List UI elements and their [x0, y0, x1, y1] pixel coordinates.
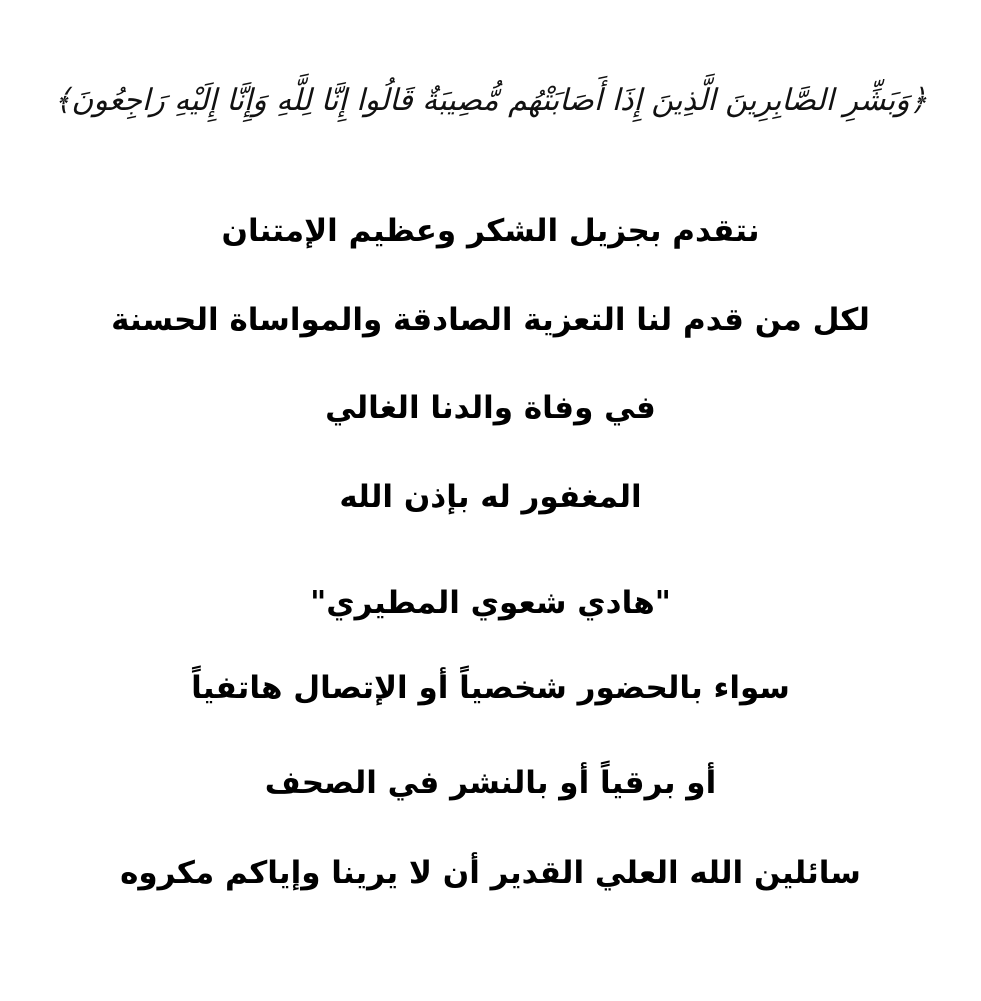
- closing-prayer-line: سائلين الله العلي القدير أن لا يرينا وإياكم مكروه: [120, 855, 861, 891]
- attendance-line: سواء بالحضور شخصياً أو الإتصال هاتفياً: [191, 670, 790, 706]
- messages-line: أو برقياً أو بالنشر في الصحف: [264, 765, 717, 801]
- deceased-name: "هادي شعوي المطيري": [310, 585, 671, 621]
- prayer-line: المغفور له بإذن الله: [339, 479, 642, 515]
- occasion-line: في وفاة والدنا الغالي: [325, 390, 656, 426]
- condolence-line: لكل من قدم لنا التعزية الصادقة والمواساة الحسنة: [111, 302, 870, 338]
- quran-verse: ﴿وَبَشِّرِ الصَّابِرِينَ الَّذِينَ إِذَا أَصَابَتْهُم مُّصِيبَةٌ قَالُوا إِنَّا لِلَّهِ وَإِنَّا إِلَيْهِ رَاجِعُونَ﴾: [53, 83, 928, 118]
- thanks-line: نتقدم بجزيل الشكر وعظيم الإمتنان: [221, 213, 760, 249]
